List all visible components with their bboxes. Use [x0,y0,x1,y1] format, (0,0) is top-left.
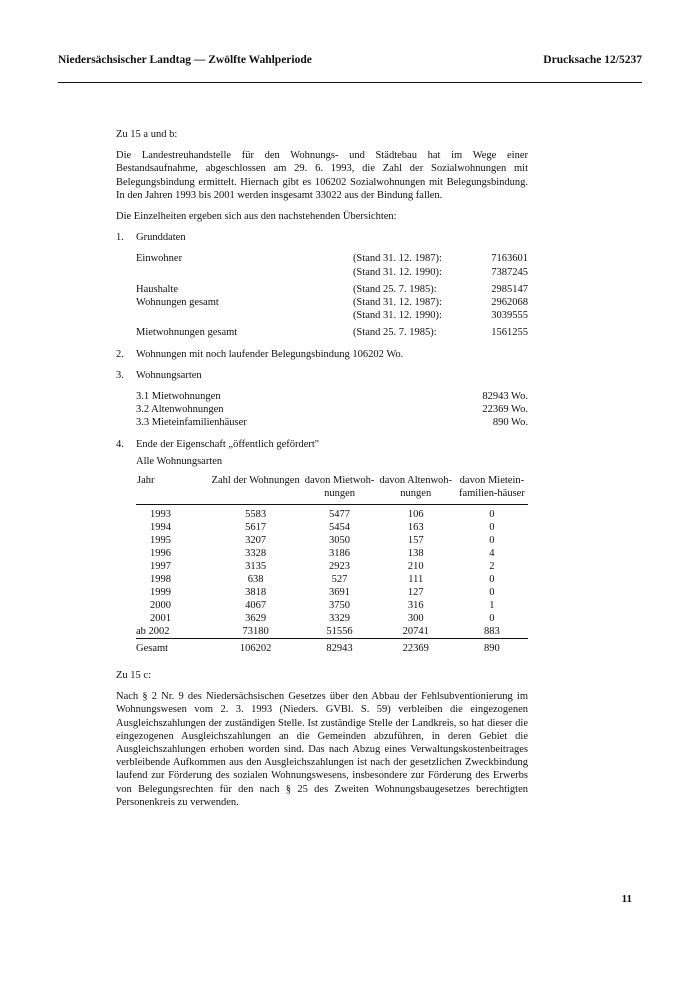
basic-data-label [136,266,353,279]
cell-year: 1994 [150,522,171,534]
housing-type-label: 3.1 Mietwohnungen [136,391,221,403]
housing-types-list [116,390,528,430]
table-row [136,599,528,612]
table-row [136,534,528,547]
cell-senior: 163 [407,522,424,534]
table-row [136,586,528,599]
cell-total: 106202 [208,639,304,656]
basic-data-value: 7387245 [491,266,528,278]
cell-houses: 0 [489,535,495,547]
cell-total: 3207 [245,535,267,547]
cell-houses: 883 [484,626,500,638]
cell-year: ab 2002 [136,626,170,638]
section-3-number: 3. [116,369,124,381]
intro-paragraph: Die Landestreuhandstelle für den Wohnungs- und Städtebau hat im Wege einer Bestandsaufnahme, abgeschlossen am 29. 6. 1993, die Zahl der Sozialwohnungen mit Belegungsbindung ermittelt. Hiernach gibt es 106202 Sozialwohnungen mit Belegungsbindung. In den Jahren 1993 bis 2001 werden insgesamt 33022 aus der Bindung fallen. [116,150,528,201]
cell-rental: 51556 [326,626,353,638]
section-2-number: 2. [116,348,124,360]
table-row [136,521,528,534]
document-number: Drucksache 12/5237 [543,54,642,66]
cell-rental: 5454 [329,522,351,534]
cell-senior: 138 [407,548,424,560]
heading-15-a-b: Zu 15 a und b: [116,129,178,140]
cell-rental: 5477 [303,505,375,522]
cell-year: 1997 [150,561,171,573]
housing-type-row [136,403,528,416]
basic-data-stand: (Stand 31. 12. 1990): [352,310,442,322]
basic-data-row [136,283,528,296]
cell-houses: 0 [489,522,495,534]
cell-total: 4067 [245,600,267,612]
column-header-total: Zahl der Wohnungen [211,475,300,487]
basic-data-value: 3039555 [491,310,528,322]
section-2-text: Wohnungen mit noch laufender Belegungsbindung 106202 Wo. [136,348,404,360]
cell-year: 1993 [136,505,208,522]
page-number: 11 [621,893,632,905]
basic-data-stand: (Stand 25. 7. 1985): [352,327,437,339]
housing-type-value: 82943 Wo. [482,391,528,403]
cell-senior: 210 [407,561,424,573]
basic-data-label: Wohnungen gesamt [136,297,219,309]
cell-rental: 3050 [329,535,351,547]
cell-total: 3818 [245,587,267,599]
intro-lead: Die Einzelheiten ergeben sich aus den nachstehenden Übersichten: [116,211,397,223]
housing-type-row [136,390,528,403]
cell-rental: 82943 [303,639,375,656]
basic-data-list [136,252,528,339]
table-row [136,625,528,639]
cell-year: 1996 [150,548,171,560]
cell-senior: 106 [376,505,456,522]
cell-total: 5583 [208,505,304,522]
table-row [136,505,528,522]
section-c-paragraph: Nach § 2 Nr. 9 des Niedersächsischen Gesetzes über den Abbau der Fehlsubventionierung im Wohnungswesen vom 2. 3. 1993 (Nieders. GVBl. S. 59) verbleiben die eingezogenen Ausgleichszahlungen der zuständigen Stelle. Ist zuständige Stelle der Landkreis, so hat dieser die eingezogenen Ausgleichszahlungen an die Gemeinden abzuführen, in deren Gebiet die Ausgleichszahlungen erhoben worden sind. Das nach Abzug eines Verwaltungskostenbeitrages verbleibende Aufkommen aus den Ausgleichszahlungen ist nach der gesetzlichen Zweckbindung laufend zur Förderung des sozialen Wohnungswesens, insbesondere zur Förderung des Erwerbs von Belegungsrechten für den nach § 25 des Zweiten Wohnungsbaugesetzes berechtigten Personenkreis zu verwenden. [116,691,528,808]
basic-data-label [136,309,353,322]
table-header-row [136,474,528,505]
cell-houses: 0 [489,574,495,586]
housing-type-value: 890 Wo. [492,417,528,429]
cell-houses: 2 [489,561,495,573]
housing-type-label: 3.2 Altenwohnungen [136,404,224,416]
cell-total-label: Gesamt [136,639,208,656]
cell-rental: 527 [331,574,348,586]
section-1-heading [116,231,528,244]
housing-type-value: 22369 Wo. [482,404,528,416]
cell-rental: 2923 [329,561,351,573]
cell-total: 3328 [245,548,267,560]
section-1-number: 1. [116,232,124,244]
cell-rental: 3186 [329,548,351,560]
basic-data-value: 2985147 [491,283,528,295]
header-rule [58,82,642,83]
housing-type-row [136,416,528,429]
cell-year: 1998 [150,574,171,586]
cell-senior: 127 [407,587,424,599]
basic-data-label: Haushalte [136,283,178,295]
cell-houses: 0 [489,613,495,625]
section-1-title: Grunddaten [136,232,186,244]
table-row [136,612,528,625]
cell-total: 638 [247,574,264,586]
table-row [136,547,528,560]
column-header-senior: davon Altenwoh-nungen [379,475,453,499]
basic-data-label: Mietwohnungen gesamt [136,327,238,339]
cell-senior: 157 [407,535,424,547]
basic-data-row [136,326,528,339]
basic-data-row [136,296,528,309]
cell-year: 1995 [150,535,171,547]
cell-houses: 4 [489,548,495,560]
cell-rental: 3329 [329,613,351,625]
basic-data-stand: (Stand 31. 12. 1987): [352,253,442,265]
cell-total: 3629 [245,613,267,625]
cell-year: 2001 [150,613,171,625]
basic-data-value: 2962068 [491,297,528,309]
cell-year: 2000 [150,600,171,612]
cell-total: 73180 [242,626,269,638]
column-header-houses: davon Mietein-familien-häuser [458,475,525,499]
column-header-rental: davon Mietwoh-nungen [304,475,375,499]
section-4-number: 4. [116,438,124,450]
cell-year: 1999 [150,587,171,599]
table-row [136,573,528,586]
section-4-subtitle: Alle Wohnungsarten [136,455,223,467]
cell-senior: 20741 [402,626,429,638]
cell-total: 3135 [245,561,267,573]
section-2 [116,348,528,361]
basic-data-row [136,266,528,279]
table-total-row [136,639,528,656]
basic-data-value: 1561255 [491,327,528,339]
page-body [116,128,528,809]
cell-total: 5617 [245,522,267,534]
basic-data-row [136,252,528,265]
column-header-year: Jahr [137,475,155,487]
section-4-title: Ende der Eigenschaft „öffentlich gefördert" [136,438,320,450]
heading-15-c: Zu 15 c: [116,670,151,682]
header-title: Niedersächsischer Landtag — Zwölfte Wahlperiode [58,54,312,66]
basic-data-stand: (Stand 31. 12. 1987): [352,297,442,309]
cell-houses: 0 [489,587,495,599]
basic-data-row [136,309,528,322]
cell-houses: 0 [456,505,528,522]
basic-data-value: 7163601 [491,253,528,265]
basic-data-stand: (Stand 31. 12. 1990): [352,266,442,278]
table-row [136,560,528,573]
cell-houses: 1 [489,600,495,612]
basic-data-label: Einwohner [136,253,183,265]
cell-senior: 22369 [376,639,456,656]
cell-senior: 316 [407,600,424,612]
cell-senior: 300 [407,613,424,625]
cell-rental: 3691 [329,587,351,599]
cell-rental: 3750 [329,600,351,612]
cell-houses: 890 [456,639,528,656]
basic-data-stand: (Stand 25. 7. 1985): [352,283,437,295]
section-3-heading [116,369,528,382]
expiry-table [136,474,528,655]
cell-senior: 111 [408,574,424,586]
housing-type-label: 3.3 Mieteinfamilienhäuser [136,417,247,429]
section-4-heading [116,438,528,451]
section-3-title: Wohnungsarten [136,369,202,381]
